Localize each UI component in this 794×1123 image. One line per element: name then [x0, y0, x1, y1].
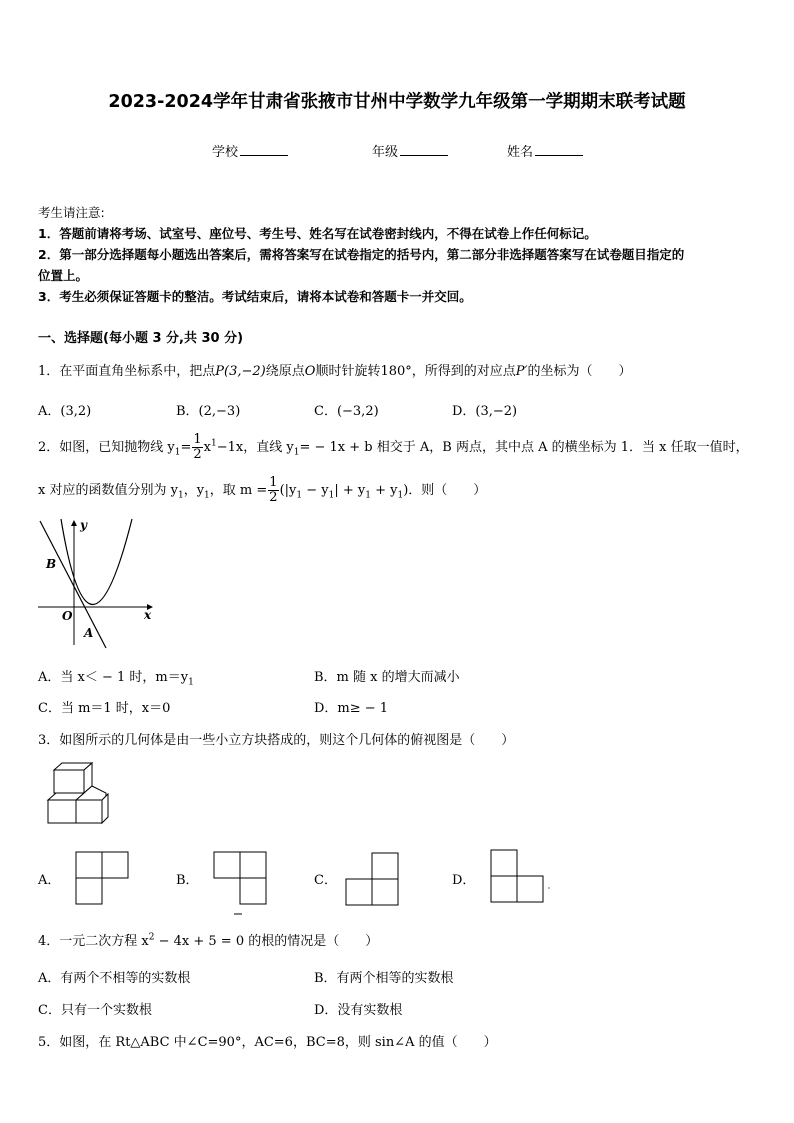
notice-item-1: 1．答题前请将考场、试室号、座位号、考生号、姓名写在试卷密封线内，不得在试卷上作任何标记。: [38, 226, 597, 241]
q3-cube-figure: [46, 762, 110, 824]
label-x: x: [144, 608, 152, 622]
q2-l2f: | + y: [334, 483, 366, 498]
q3-option-b: B．: [176, 873, 199, 888]
q3-option-b-figure: [213, 851, 267, 917]
q2-option-a: [38, 666, 194, 688]
q2-fraction: [192, 433, 202, 462]
question-2-line-2: [38, 476, 486, 505]
q2-l1c: −1x，直线 y: [216, 440, 294, 455]
q4-sup: 2: [148, 932, 155, 943]
question-2-line-1: 2．如图，已知抛物线 $y_1=$ $\frac{1}{2}$ $x^1-1x$，直线 $y_1= - 1x + b$ 相交于 A，B 两点，其中点 A 的横坐标为 1．当 x 任取一值时，: [38, 432, 749, 462]
q2-l2-sub4: 1: [328, 490, 335, 501]
q2-l2g: + y: [370, 483, 398, 498]
q2-l2-sub2: 1: [204, 490, 210, 501]
q1-option-c: C．(−3,2): [314, 404, 379, 419]
name-blank: [535, 143, 583, 156]
cube-bl-front: [48, 800, 76, 823]
section-heading: 一、选择题(每小题 3 分,共 30 分): [38, 331, 244, 346]
q2-sub: 1: [174, 447, 181, 458]
q2-sub-b: 1: [293, 447, 300, 458]
q3-option-c: C．: [314, 873, 337, 888]
question-1: [38, 360, 632, 379]
grade-label: 年级: [372, 145, 399, 160]
q1-option-a: A．(3,2): [38, 404, 92, 419]
label-o: O: [62, 609, 73, 623]
q2-l2h: )．则（ ）: [403, 483, 487, 498]
q1-point: P(3,−2): [215, 364, 266, 379]
q3-option-d-figure: [490, 849, 552, 903]
grade-field: [372, 141, 448, 160]
q1-text-post: ，所得到的对应点: [411, 364, 516, 379]
q1-text-end: 的坐标为（ ）: [527, 364, 632, 379]
q1-option-d: D．(3,−2): [452, 404, 518, 419]
q4-option-a: A．有两个不相等的实数根: [38, 971, 191, 986]
q2-figure: [34, 515, 159, 650]
q3-option-a-figure: [75, 851, 129, 905]
q2-l2-sub1: 1: [177, 490, 184, 501]
grade-blank: [400, 143, 448, 156]
q3-option-d: D．: [452, 873, 476, 888]
label-b: B: [46, 557, 57, 571]
q2-l1a: 2．如图，已知抛物线 y: [38, 440, 175, 455]
cube-bm-front: [76, 800, 102, 823]
school-field: [212, 141, 288, 160]
q1-text-pre: 1．在平面直角坐标系中，把点: [38, 364, 216, 379]
q4-post: − 4x + 5 = 0 的根的情况是（ ）: [154, 934, 379, 949]
q2-option-d: D．m≥ − 1: [314, 701, 389, 716]
q2-sup: 1: [211, 438, 217, 449]
q1-degree: 180°: [380, 364, 412, 379]
question-5: 5．如图，在 Rt△ABC 中∠C=90°，AC=6，BC=8，则 sin∠A 的值（ ）: [38, 1035, 497, 1050]
school-blank: [240, 143, 288, 156]
notice-item-2: 2．第一部分选择题每小题选出答案后，需将答案写在试卷指定的括号内，第二部分非选择题答案写在试卷题目指定的: [38, 247, 685, 262]
q2-frac2-num: 1: [269, 475, 278, 490]
q3-option-a: A．: [38, 873, 61, 888]
q1-pprime: P′: [515, 364, 528, 379]
q4-option-b: B．有两个相等的实数根: [314, 971, 454, 986]
notice-item-3: 3．考生必须保证答题卡的整洁。考试结束后，请将本试卷和答题卡一并交回。: [38, 289, 472, 304]
q2-l2e: − y: [302, 483, 329, 498]
q2-l2-sub5: 1: [365, 490, 371, 501]
q2-fraction-2: [268, 476, 278, 505]
q2-l2b: ，y: [183, 483, 205, 498]
page-title: 2023-2024学年甘肃省张掖市甘州中学数学九年级第一学期期末联考试题: [108, 92, 686, 112]
question-3: 3．如图所示的几何体是由一些小立方块搭成的，则这个几何体的俯视图是（ ）: [38, 733, 515, 748]
name-field: [507, 141, 583, 160]
q2-l2-sub6: 1: [397, 490, 404, 501]
q3-option-c-figure: [345, 852, 399, 906]
q2-option-b: B．m 随 x 的增大而减小: [314, 670, 460, 685]
name-label: 姓名: [507, 145, 534, 160]
q1-text-mid: 绕原点: [265, 364, 305, 379]
q2-l1b: x: [203, 440, 212, 455]
q1-option-b: B．(2,−3): [176, 404, 241, 419]
cube-top-front: [54, 770, 84, 793]
label-a: A: [84, 626, 94, 640]
q4-pre: 4．一元二次方程 x: [38, 934, 149, 949]
q2-l2-sub3: 1: [296, 490, 303, 501]
notice-header: 考生请注意:: [38, 205, 105, 220]
q2-l1d: = − 1x + b 相交于 A，B 两点，其中点 A 的横坐标为 1．当 x 任取一值时，: [299, 440, 749, 455]
q2-option-a-sub: 1: [188, 677, 194, 688]
q1-text-mid2: 顺时针旋转: [315, 364, 381, 379]
question-4: [38, 930, 378, 949]
notice-item-2b: 位置上。: [38, 268, 89, 283]
parabola: [61, 519, 132, 605]
q2-frac2-den: 2: [269, 490, 278, 505]
school-label: 学校: [212, 145, 239, 160]
line: [40, 521, 106, 648]
label-y: y: [80, 518, 87, 532]
q2-l2d: (|y: [279, 483, 297, 498]
q2-l2c: ，取 m =: [209, 483, 268, 498]
q2-option-a-text: A．当 x＜ − 1 时，m＝y: [38, 670, 189, 685]
q1-origin: O: [304, 364, 316, 379]
q4-option-c: C．只有一个实数根: [38, 1003, 152, 1018]
q2-frac-den: 2: [193, 447, 202, 462]
q2-l2a: x 对应的函数值分别为 y: [38, 483, 178, 498]
q2-frac-num: 1: [193, 432, 202, 447]
q2-option-c: C．当 m＝1 时，x＝0: [38, 701, 171, 716]
q4-option-d: D．没有实数根: [314, 1003, 403, 1018]
